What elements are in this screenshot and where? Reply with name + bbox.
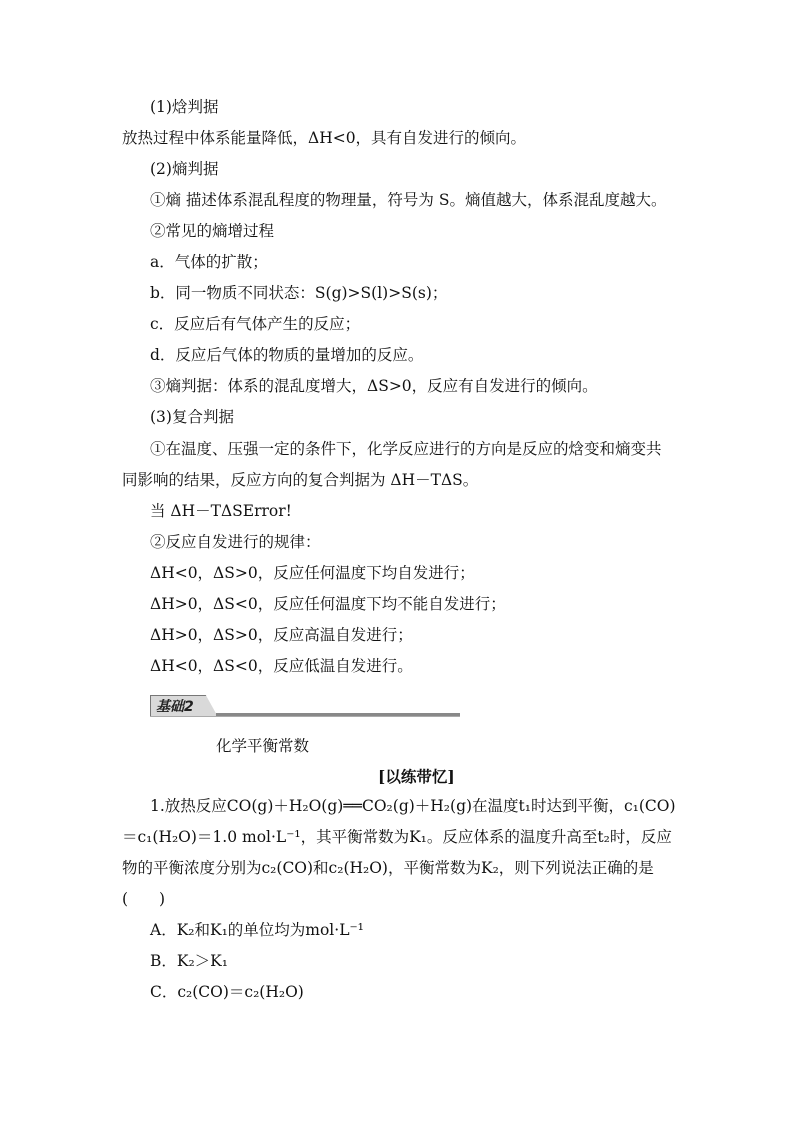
badge-divider-thin	[150, 716, 460, 717]
rule-line: ΔH<0，ΔS>0，反应任何温度下均自发进行；	[150, 564, 475, 582]
text-line: ②常见的熵增过程	[150, 222, 275, 240]
text-line: ③熵判据：体系的混乱度增大，ΔS>0，反应有自发进行的倾向。	[150, 377, 598, 395]
text-line: 同影响的结果，反应方向的复合判据为 ΔH－TΔS。	[122, 471, 479, 489]
text-line: ②反应自发进行的规律：	[150, 533, 321, 551]
list-item: a．气体的扩散；	[150, 253, 268, 271]
question-line: 1.放热反应CO(g)＋H₂O(g)══CO₂(g)＋H₂(g)在温度t₁时达到平衡，c₁(CO)	[150, 797, 676, 815]
heading-enthalpy-criterion: (1)焓判据	[150, 98, 219, 116]
rule-line: ΔH>0，ΔS>0，反应高温自发进行；	[150, 626, 413, 644]
text-line: 放热过程中体系能量降低，ΔH<0，具有自发进行的倾向。	[122, 129, 527, 147]
subheading: [以练带忆]	[378, 767, 455, 786]
list-item: c．反应后有气体产生的反应；	[150, 315, 361, 333]
option-a: A．K₂和K₁的单位均为mol·L⁻¹	[150, 921, 364, 939]
list-item: b．同一物质不同状态：S(g)>S(l)>S(s)；	[150, 284, 448, 302]
question-line: 物的平衡浓度分别为c₂(CO)和c₂(H₂O)，平衡常数为K₂，则下列说法正确的是	[122, 859, 654, 877]
section-title: 化学平衡常数	[216, 737, 310, 755]
option-b: B．K₂＞K₁	[150, 952, 228, 970]
option-c: C．c₂(CO)＝c₂(H₂O)	[150, 983, 304, 1001]
text-line: ①熵 描述体系混乱程度的物理量，符号为 S。熵值越大，体系混乱度越大。	[150, 191, 667, 209]
text-line: ①在温度、压强一定的条件下，化学反应进行的方向是反应的焓变和熵变共	[150, 440, 662, 458]
rule-line: ΔH>0，ΔS<0，反应任何温度下均不能自发进行；	[150, 595, 506, 613]
answer-blank: ( )	[122, 890, 166, 908]
section-badge	[150, 695, 460, 717]
rule-line: ΔH<0，ΔS<0，反应低温自发进行。	[150, 657, 413, 675]
heading-entropy-criterion: (2)熵判据	[150, 160, 219, 178]
heading-composite-criterion: (3)复合判据	[150, 408, 234, 426]
text-line: 当 ΔH－TΔSError!	[150, 502, 292, 520]
badge-label: 基础2	[156, 699, 194, 715]
list-item: d．反应后气体的物质的量增加的反应。	[150, 346, 424, 364]
question-line: ＝c₁(H₂O)＝1.0 mol·L⁻¹，其平衡常数为K₁。反应体系的温度升高至t₂时，反应	[122, 828, 672, 846]
